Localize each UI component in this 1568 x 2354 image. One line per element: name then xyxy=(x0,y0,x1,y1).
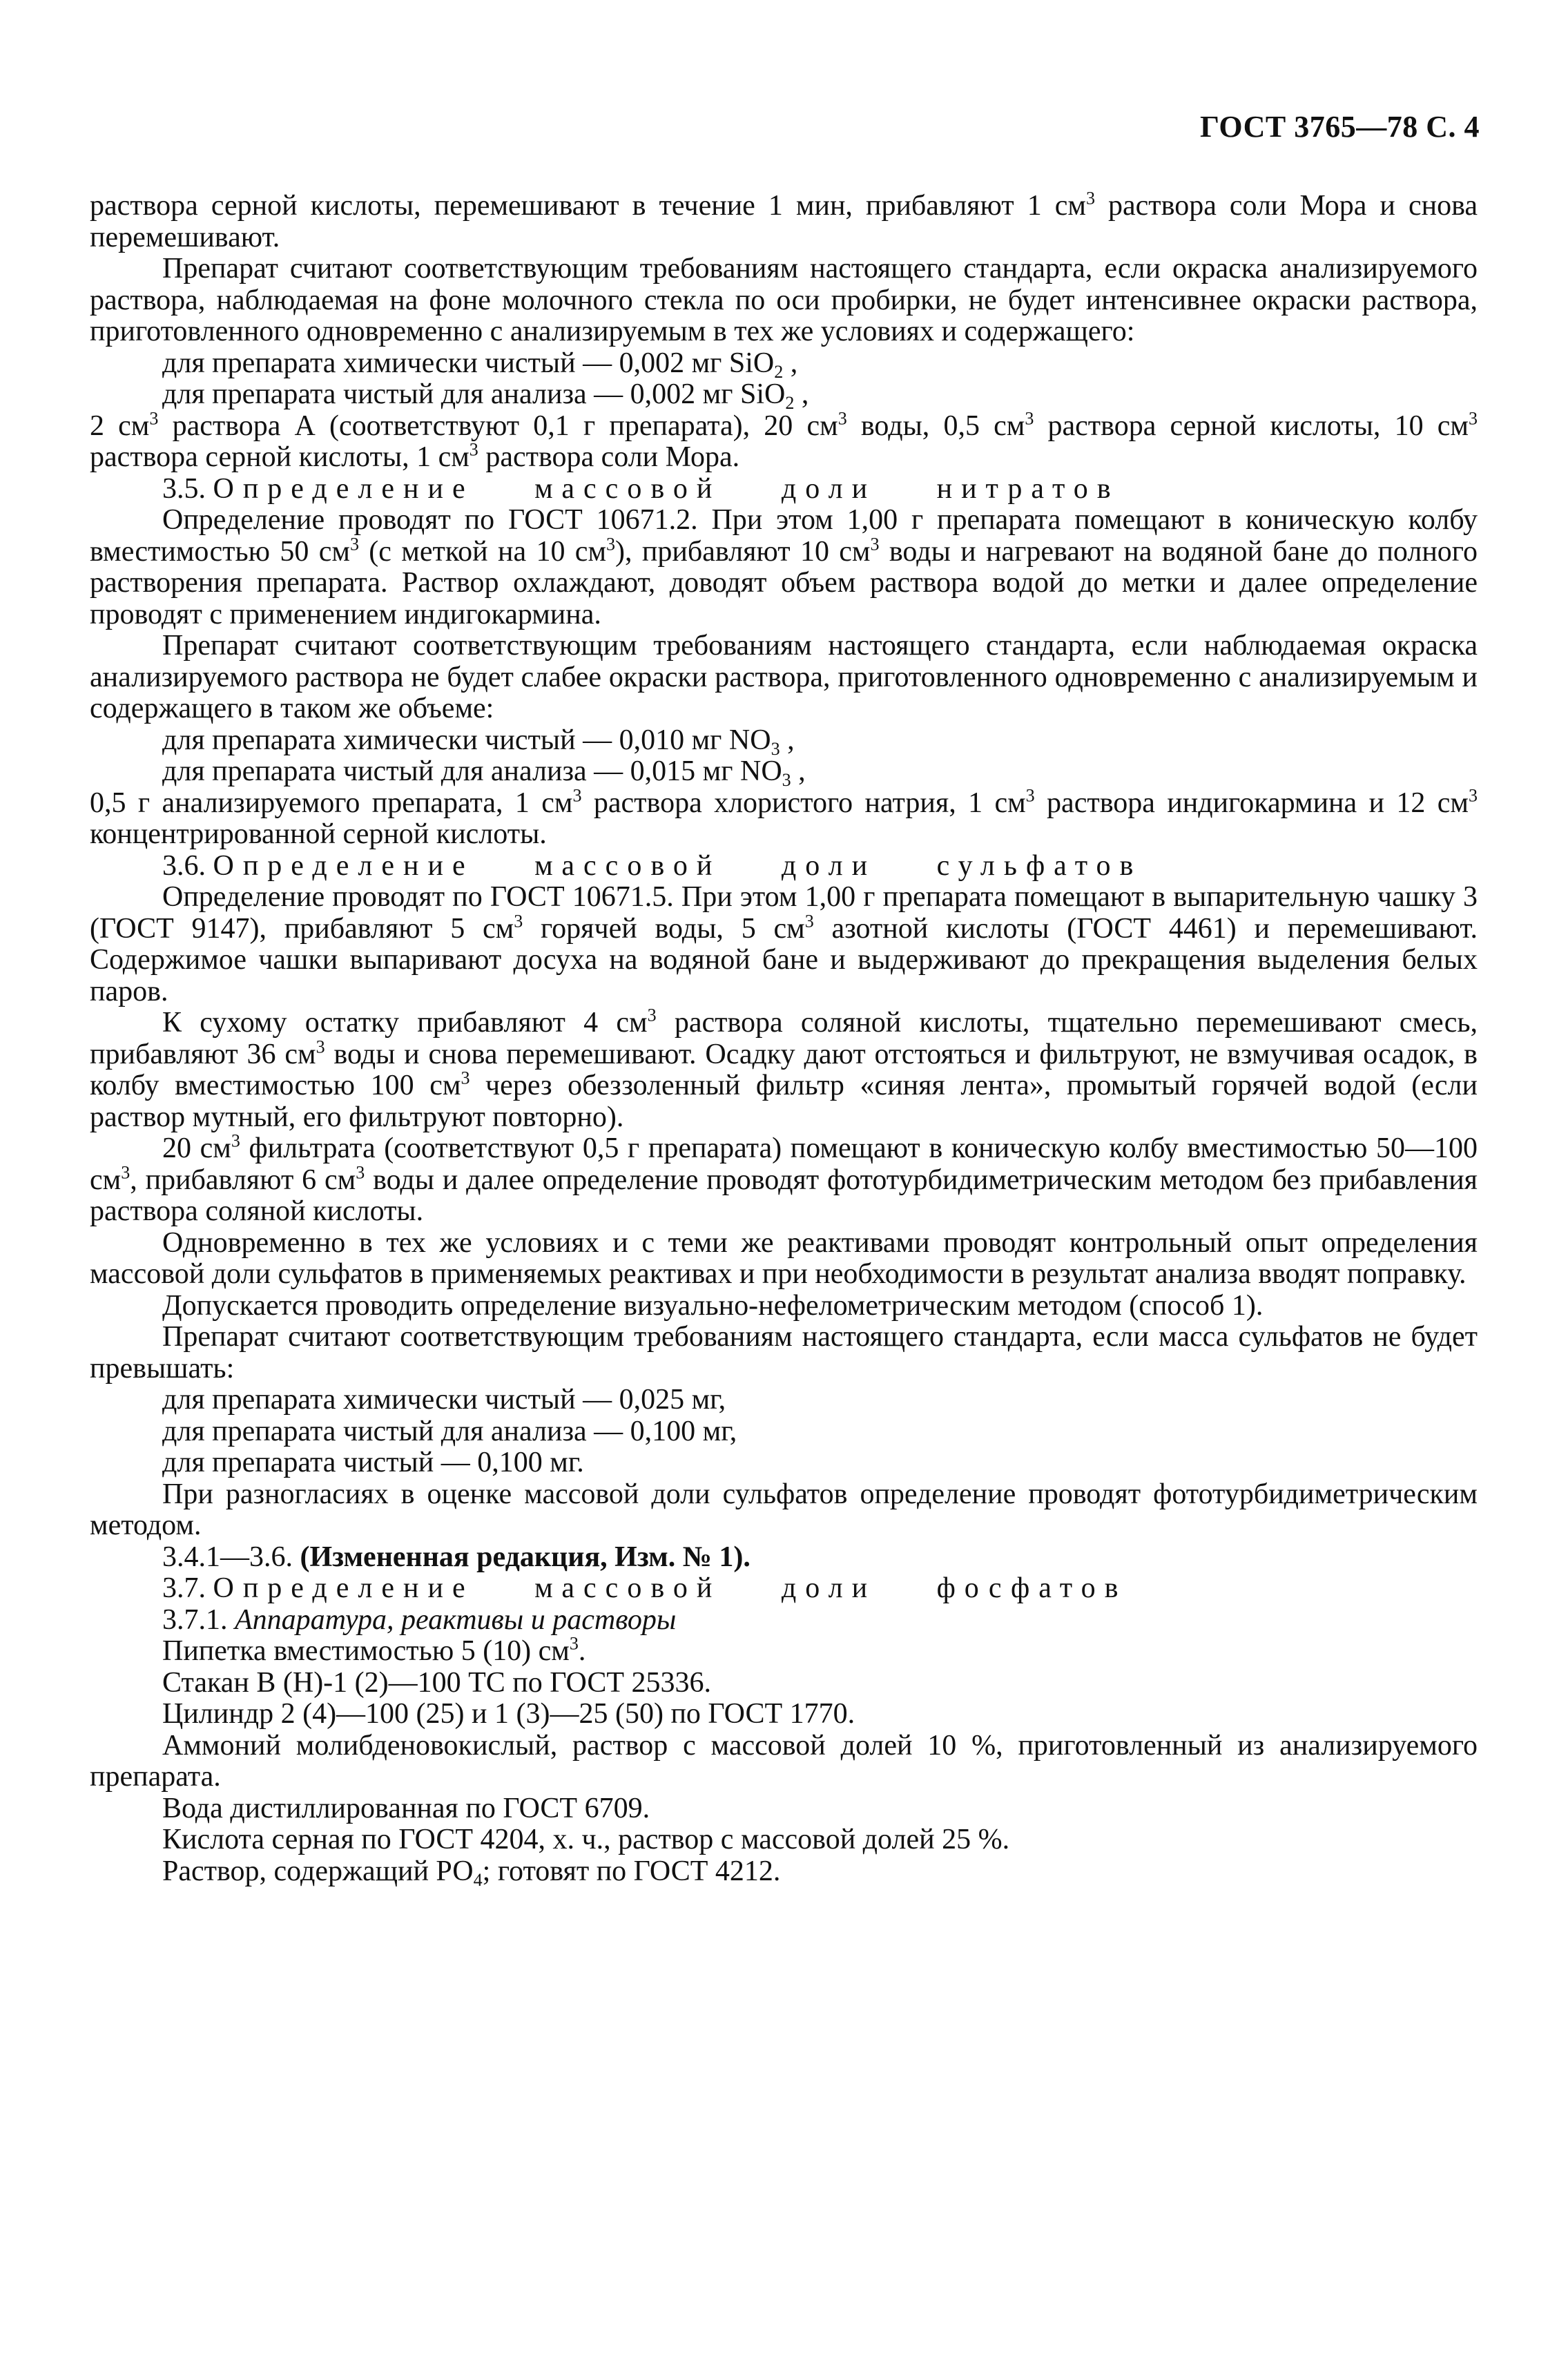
paragraph-sulfates-requirement: Препарат считают соответствующим требованиям настоящего стандарта, если масса сульфатов не будет превышать: xyxy=(90,1321,1478,1385)
limit-line-no3-analysis-pure: для препарата чистый для анализа — 0,015 мг $NO_3$ , xyxy=(162,755,806,790)
paragraph-sulfates-control: Одновременно в тех же условиях и с теми же реактивами проводят контрольный опыт определения массовой доли сульфатов в применяемых реактивах и при необходимости в результат анализа вводят поправку. xyxy=(90,1226,1478,1290)
item-phosphate-solution: Раствор, содержащий $РО_4$; готовят по ГОСТ 4212. xyxy=(162,1855,781,1890)
paragraph-nitrates-requirement: Препарат считают соответствующим требованиям настоящего стандарта, если наблюдаемая окраска анализируемого раствора не будет слабее окраски раствора, приготовленного одновременно с анализируемым и содержащего в таком же объеме: xyxy=(90,630,1478,724)
limit-line-no3-chem-pure: для препарата химически чистый — 0,010 мг $NO_3$ , xyxy=(162,724,795,759)
paragraph-sulfates-filtrate: 20 $см^3$ фильтрата (соответствуют 0,5 г препарата) помещают в коническую колбу вместимостью 50—100 $см^3$, прибавляют 6 $см^3$ воды и далее определение проводят фототурбидиметрическим методом без прибавления раствора соляной кислоты. xyxy=(90,1130,1478,1227)
amendment-note: 3.4.1—3.6. (Измененная редакция, Изм. № 1). xyxy=(162,1541,751,1573)
item-ammonium-molybdate: Аммоний молибденовокислый, раствор с массовой долей 10 %, приготовленный из анализируемого препарата. xyxy=(90,1729,1478,1793)
paragraph-nitrates-solution: 0,5 г анализируемого препарата, 1 $см^3$ раствора хлористого натрия, 1 $см^3$ раствора индигокармина и 12 $см^3$ концентрированной серной кислоты. xyxy=(90,784,1478,850)
document-body xyxy=(90,188,1478,1890)
limit-line-so4-pure: для препарата чистый — 0,100 мг. xyxy=(162,1447,584,1478)
section-heading-3-7: 3.7. Определение массовой доли фосфатов xyxy=(162,1572,1127,1604)
page-header: ГОСТ 3765—78 С. 4 xyxy=(1199,110,1480,144)
paragraph-intro: раствора серной кислоты, перемешивают в течение 1 мин, прибавляют 1 $см^3$ раствора соли Мора и снова перемешивают. xyxy=(90,188,1478,253)
item-sulfuric-acid: Кислота серная по ГОСТ 4204, х. ч., раствор с массовой долей 25 %. xyxy=(162,1824,1010,1855)
paragraph-nitrates-method: Определение проводят по ГОСТ 10671.2. При этом 1,00 г препарата помещают в коническую колбу вместимостью 50 $см^3$ (с меткой на 10 $см^3$), прибавляют 10 $см^3$ воды и нагревают на водяной бане до полного растворения препарата. Раствор охлаждают, доводят объем раствора водой до метки и далее определение проводят с применением индигокармина. xyxy=(90,504,1478,630)
paragraph-sulfates-dispute: При разногласиях в оценке массовой доли сульфатов определение проводят фототурбидиметрическим методом. xyxy=(90,1478,1478,1541)
paragraph-silicates-solution: 2 $см^3$ раствора А (соответствуют 0,1 г препарата), 20 $см^3$ воды, 0,5 $см^3$ раствора серной кислоты, 10 $см^3$ раствора серной кислоты, 1 $см^3$ раствора соли Мора. xyxy=(90,407,1478,473)
paragraph-sulfates-visual: Допускается проводить определение визуально-нефелометрическим методом (способ 1). xyxy=(162,1289,1264,1322)
limit-line-so4-chem-pure: для препарата химически чистый — 0,025 мг, xyxy=(162,1384,726,1416)
paragraph-sulfates-residue: К сухому остатку прибавляют 4 $см^3$ раствора соляной кислоты, тщательно перемешивают смесь, прибавляют 36 $см^3$ воды и снова перемешивают. Осадку дают отстояться и фильтруют, не взмучивая осадок, в колбу вместимостью 100 $см^3$ через обеззоленный фильтр «синяя лента», промытый горячей водой (если раствор мутный, его фильтруют повторно). xyxy=(90,1005,1478,1133)
limit-line-so4-analysis-pure: для препарата чистый для анализа — 0,100 мг, xyxy=(162,1415,737,1447)
item-beaker: Стакан В (Н)-1 (2)—100 ТС по ГОСТ 25336. xyxy=(162,1666,712,1699)
item-distilled-water: Вода дистиллированная по ГОСТ 6709. xyxy=(162,1792,650,1824)
limit-line-si-chem-pure: для препарата химически чистый — 0,002 мг SiO$_2$ , xyxy=(162,347,798,382)
paragraph-sulfates-method: Определение проводят по ГОСТ 10671.5. При этом 1,00 г препарата помещают в выпарительную чашку 3 (ГОСТ 9147), прибавляют 5 $см^3$ горячей воды, 5 $см^3$ азотной кислоты (ГОСТ 4461) и перемешивают. Содержимое чашки выпаривают досуха на водяной бане и выдерживают до прекращения выделения белых паров. xyxy=(90,881,1478,1007)
item-pipette: Пипетка вместимостью 5 (10) $см^3$. xyxy=(162,1633,586,1667)
section-heading-3-6: 3.6. Определение массовой доли сульфатов xyxy=(162,849,1143,882)
section-heading-3-5: 3.5. Определение массовой доли нитратов xyxy=(162,472,1120,505)
item-cylinder: Цилиндр 2 (4)—100 (25) и 1 (3)—25 (50) по ГОСТ 1770. xyxy=(162,1698,855,1730)
paragraph-silicates-requirement: Препарат считают соответствующим требованиям настоящего стандарта, если окраска анализируемого раствора, наблюдаемая на фоне молочного стекла по оси пробирки, не будет интенсивнее окраски раствора, приготовленного одновременно с анализируемым в тех же условиях и содержащего: xyxy=(90,253,1478,347)
subsection-heading-3-7-1: 3.7.1. Аппаратура, реактивы и растворы xyxy=(162,1603,677,1636)
limit-line-si-analysis-pure: для препарата чистый для анализа — 0,002 мг SiO$_2$ , xyxy=(162,378,809,413)
